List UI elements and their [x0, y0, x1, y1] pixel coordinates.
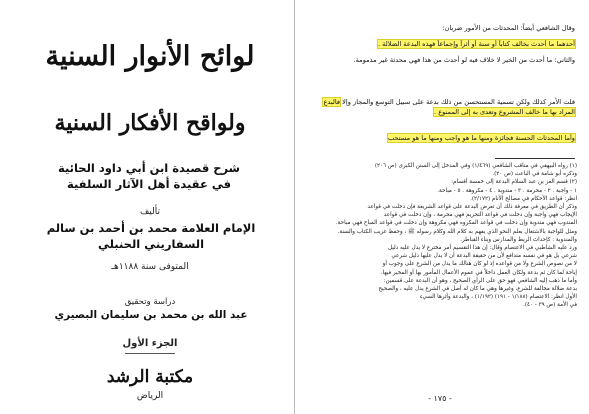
- footnote-line: ورد عليه الشاطبي في الاعتصام وقال: إن هذا التقسيم أمر مخترع لا يدل عليه دليل: [388, 245, 577, 252]
- footnote-divider: [495, 158, 575, 159]
- footnote-line: الأول انظر: الاعتصام (١/١٨٨ - ١٩١) (١/١٩٢) ، والبدعة وأثرها السيء: [419, 294, 577, 301]
- paragraph-text: قلت الأمر كذلك ولكن تسمية المستحسن من ذلك بدعة على سبيل التوسع والمجاز وإلا: [342, 98, 575, 106]
- subtitle-line2: في عقيدة أهل الآثار السلفية: [67, 177, 231, 191]
- author-name: [46, 220, 256, 252]
- footnote-line: وذكره أبو شامة في الباعث (ص ٢٠).: [492, 171, 577, 178]
- volume-label: الجزء الأول: [122, 338, 178, 349]
- paragraph-comment: [309, 98, 575, 117]
- footnote-line: إباحة لما كان ثم بدعة ولكان العمل داخلاً في عموم الأعمال المأمور بها أو المخير فيها.: [380, 269, 577, 276]
- editor-name: عبد الله بن محمد بن سليمان البصيري: [54, 309, 248, 321]
- highlighted-text: وأما المحدثات الحسنة فجائزة ومنها ما هو واجب ومنها ما هو مستحب: [388, 134, 575, 142]
- footnote-line: في الأمة (ص ٣٩ - ٤٠).: [523, 302, 577, 309]
- footnote-line: (١) رواه البيهقي في مناقب الشافعي (١/٤٦٩) وفي المدخل إلى السنن الكبرى (ص ٢٠٦): [374, 163, 577, 169]
- book-title-line1: لوائح الأنوار السنية: [45, 41, 255, 72]
- publisher-name: مكتبة الرشد: [106, 367, 194, 387]
- paragraph-good-innovations: [309, 134, 575, 144]
- footnote-line: ومثل للواجبة بالاشتغال بعلم النحو الذي يفهم به كلام الله وكلام رسوله ﷺ ، وحفظ غريب الكتاب والسنة.: [337, 228, 577, 235]
- footnote-line: الإيجاب فهي واجبة وإن دخلت في قواعد التحريم فهي محرمة ، وإن دخلت في قواعد: [383, 212, 577, 219]
- footnote-line: وأما ما ذهب إليه الشافعي فهو حق على الرأي الصحيح ، وهو أن البدعة على قسمين:: [383, 277, 577, 284]
- footnote-line: والمندوبة : كإحداث الربط والمدارس وبناء القناطر.: [460, 236, 577, 243]
- subtitle-line1: شرح قصيدة ابن أبي داود الحائية: [57, 161, 240, 175]
- footnote-line: لا من نصوص الشرع ولا من قواعده إذ لو كان هنالك ما يدل من الشرع على وجوب أو: [382, 261, 577, 268]
- footnotes: [309, 162, 577, 310]
- paragraph-text: وقال الشافعي أيضاً: المحدثات من الأمور ضربان:: [442, 24, 575, 32]
- footnote-line: بدعة ضلالة مخالفة للشرع، وغيرها وهي ما كان له أصل في الشرع يدل عليه ، والصحيح: [378, 286, 577, 293]
- death-date: المتوفى سنة ١١٨٨هـ: [111, 262, 189, 272]
- footnote-line: وذكر أن الطريق في معرفة ذلك أن تعرض البدعة على قواعد الشريعة فإن دخلت في قواعد: [367, 204, 577, 211]
- footnote-line: شرعي بل هو في نفسه متدافع لأن من حقيقة البدعة أن لا يدل عليها دليل شرعي: [391, 253, 577, 260]
- footnote-line: ١ - واجبة . ٢ - محرمة . ٣ - مندوبة . ٤ - مكروهة . ٥ - مباحة.: [437, 187, 577, 194]
- highlighted-text: أحدهما ما أحدث بخالف كتاباً أو سنة أو أثراً وإجماعاً فهذه البدعة الضلالة .: [377, 40, 575, 48]
- paragraph-text: والثاني: ما أحدث من الخير لا خلاف فيه لو أحدث من هذا فهي محدثة غير مذمومة.: [353, 56, 575, 64]
- paragraph-second-type: [309, 56, 575, 66]
- study-label: دراسة وتحقيق: [124, 297, 176, 307]
- page-number: - ١٧٥ -: [428, 394, 452, 403]
- book-subtitle: [44, 160, 254, 192]
- author-line1: الإمام العلامة محمد بن أحمد بن سالم: [46, 221, 256, 235]
- paragraph-intro: [309, 24, 575, 34]
- publisher-city: الرياض: [136, 391, 164, 401]
- footnote-line: المندوب فهي مندوبة وإن دخلت في قواعد المكروه فهي مكروهة وإن دخلت في قواعد المباح فهي مباحة.: [335, 220, 577, 227]
- volume-divider: [125, 353, 175, 354]
- footnote-line: انظر: قواعد الأحكام في مصالح الأنام (٢/١٧٢).: [470, 195, 577, 202]
- highlighted-text: فالبدع المراد بها ما خالف المشروع وتعدى به إلى الممنوع .: [323, 98, 575, 116]
- author-line2: السفاريني الحنبلي: [97, 237, 205, 251]
- text-page: [295, 0, 589, 414]
- footnote-line: (٢) قسم العز بن عبد السلام البدعة إلى خمسة أقسام:: [451, 179, 577, 186]
- by-label: تأليف: [139, 207, 161, 217]
- paragraph-first-type: [309, 40, 575, 50]
- book-title-line2: ولواقح الأفكار السنية: [54, 110, 246, 136]
